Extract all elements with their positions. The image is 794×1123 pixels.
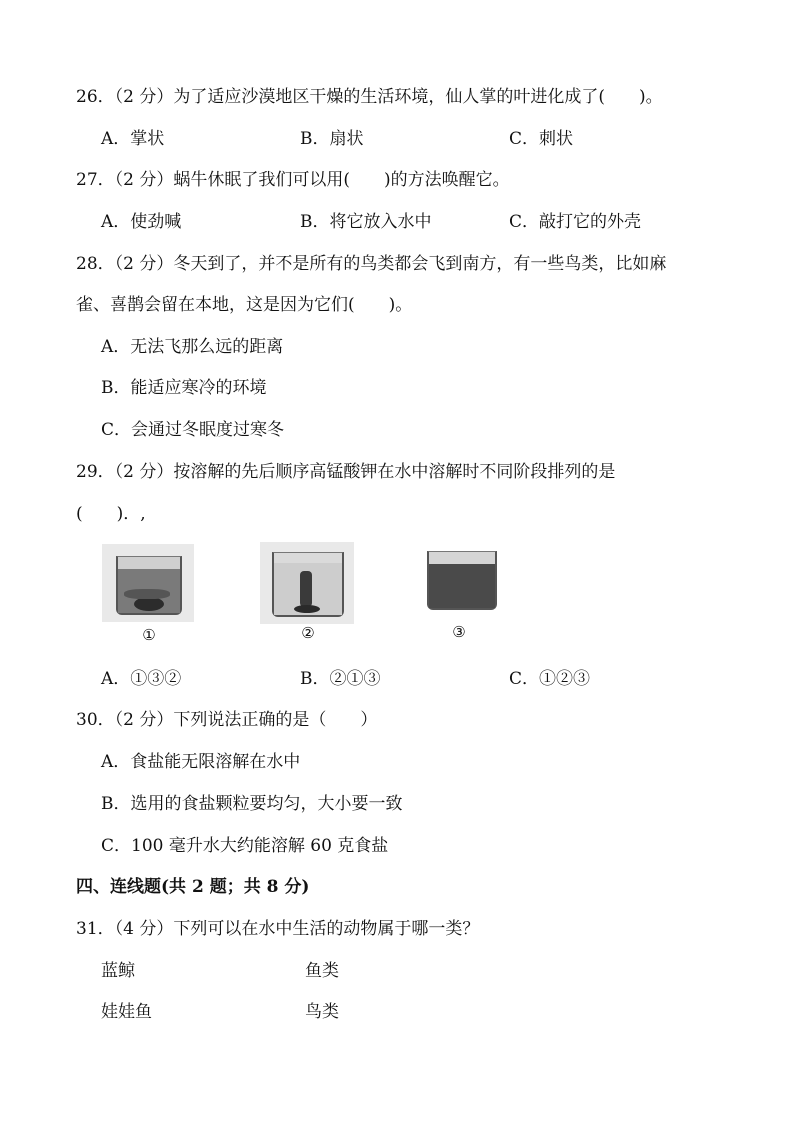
q28-option-a[interactable]: A．无法飞那么远的距离: [101, 337, 284, 357]
question-29-line2: ( )．,: [76, 504, 146, 524]
q29-option-b[interactable]: B．②①③: [300, 669, 381, 689]
q30-option-b[interactable]: B．选用的食盐颗粒要均匀，大小要一致: [101, 794, 403, 814]
q31-right-item-1[interactable]: 鱼类: [305, 961, 339, 981]
q30-option-c[interactable]: C．100 毫升水大约能溶解 60 克食盐: [101, 836, 389, 856]
section-title: 四、连线题(共 2 题；共 8 分): [76, 877, 310, 897]
question-29-line1: 29．（2 分）按溶解的先后顺序高锰酸钾在水中溶解时不同阶段排列的是: [76, 462, 616, 482]
q29-option-a[interactable]: A．①③②: [101, 669, 182, 689]
q30-option-a[interactable]: A．食盐能无限溶解在水中: [101, 752, 301, 772]
question-28-line1: 28．（2 分）冬天到了，并不是所有的鸟类都会飞到南方，有一些鸟类，比如麻: [76, 254, 667, 274]
q31-left-item-2[interactable]: 娃娃鱼: [101, 1002, 152, 1022]
q26-option-b[interactable]: B．扇状: [300, 129, 364, 149]
q27-option-b[interactable]: B．将它放入水中: [300, 212, 432, 232]
q31-left-item-1[interactable]: 蓝鲸: [101, 961, 135, 981]
beaker-photo-2: [260, 542, 354, 624]
q31-right-item-2[interactable]: 鸟类: [305, 1002, 339, 1022]
q26-option-a[interactable]: A．掌状: [101, 129, 165, 149]
beaker-photo-1: [102, 544, 194, 622]
figure-label-2: ②: [301, 624, 315, 642]
question-26: 26．（2 分）为了适应沙漠地区干燥的生活环境，仙人掌的叶进化成了( )。: [76, 87, 663, 107]
q28-option-c[interactable]: C．会通过冬眠度过寒冬: [101, 420, 285, 440]
q27-option-c[interactable]: C．敲打它的外壳: [509, 212, 642, 232]
question-27: 27．（2 分）蜗牛休眠了我们可以用( )的方法唤醒它。: [76, 170, 510, 190]
question-28-line2: 雀、喜鹊会留在本地，这是因为它们( )。: [76, 295, 413, 315]
question-31: 31．（4 分）下列可以在水中生活的动物属于哪一类？: [76, 919, 480, 939]
q29-option-c[interactable]: C．①②③: [509, 669, 591, 689]
figure-label-3: ③: [452, 623, 466, 641]
q26-option-c[interactable]: C．刺状: [509, 129, 574, 149]
question-30: 30．（2 分）下列说法正确的是（ ）: [76, 710, 378, 730]
q27-option-a[interactable]: A．使劲喊: [101, 212, 182, 232]
beaker-photo-3: [417, 547, 507, 613]
q28-option-b[interactable]: B．能适应寒冷的环境: [101, 378, 267, 398]
figure-label-1: ①: [142, 626, 156, 644]
